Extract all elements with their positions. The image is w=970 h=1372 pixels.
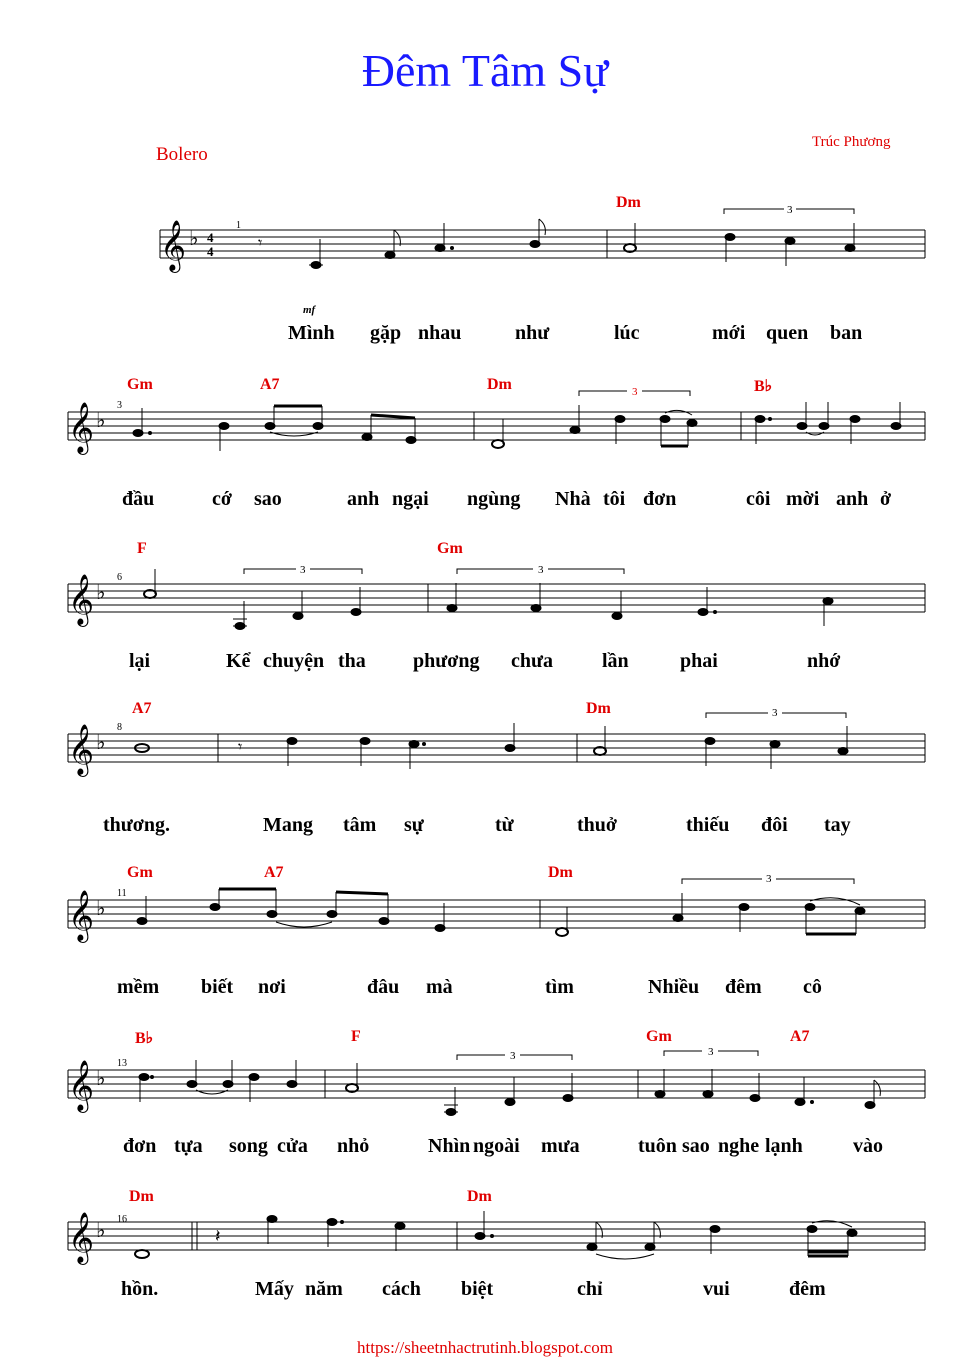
- lyric-syllable: tuôn: [638, 1135, 677, 1157]
- footer-url[interactable]: https://sheetnhactrutinh.blogspot.com: [357, 1338, 613, 1357]
- lyric-syllable: đêm: [789, 1278, 826, 1300]
- lyric-syllable: thiếu: [686, 814, 730, 836]
- lyric-syllable: năm: [305, 1278, 343, 1300]
- measure-number: 16: [117, 1214, 127, 1225]
- lyric-syllable: tựa: [174, 1135, 203, 1157]
- lyric-syllable: Mang: [263, 814, 313, 836]
- chord-symbol: Gm: [127, 376, 153, 393]
- lyric-syllable: Mình: [288, 322, 335, 344]
- lyric-syllable: đôi: [761, 814, 788, 836]
- triplet-label: 3: [708, 1046, 714, 1058]
- lyric-syllable: như: [515, 322, 550, 344]
- chord-symbol: Gm: [437, 540, 463, 557]
- lyric-syllable: nghe: [718, 1135, 760, 1157]
- lyric-syllable: từ: [495, 814, 514, 836]
- chord-symbol: Gm: [646, 1028, 672, 1045]
- music-staff: [0, 1184, 970, 1284]
- lyric-syllable: anh: [836, 488, 869, 510]
- treble-clef-icon: 𝄞: [68, 890, 95, 941]
- lyric-syllable: cách: [382, 1278, 421, 1300]
- chord-symbol: Gm: [127, 864, 153, 881]
- lyric-syllable: phai: [680, 650, 718, 672]
- lyric-syllable: Nhìn: [428, 1135, 471, 1157]
- lyric-syllable: sao: [682, 1135, 710, 1157]
- staff-system-6: [0, 1022, 970, 1172]
- lyric-syllable: chuyện: [263, 650, 325, 672]
- lyric-syllable: biệt: [461, 1278, 494, 1300]
- measure-number: 11: [117, 888, 127, 899]
- lyric-syllable: tìm: [545, 976, 574, 998]
- triplet-label: 3: [538, 564, 544, 576]
- music-staff: [0, 190, 970, 300]
- treble-clef-icon: 𝄞: [68, 402, 95, 453]
- staff-system-4: [0, 696, 970, 846]
- triplet-label: 3: [772, 707, 778, 719]
- treble-clef-icon: 𝄞: [68, 574, 95, 625]
- chord-symbol: A7: [790, 1028, 810, 1045]
- chord-symbol: Dm: [548, 864, 573, 881]
- lyric-syllable: nhỏ: [337, 1135, 370, 1157]
- lyric-syllable: cớ: [212, 488, 232, 510]
- lyric-syllable: đâu: [367, 976, 400, 998]
- svg-text:𝄾: 𝄾: [258, 233, 263, 252]
- lyric-syllable: sự: [404, 814, 424, 836]
- svg-text:𝄽: 𝄽: [215, 1226, 221, 1247]
- lyric-syllable: tay: [824, 814, 851, 836]
- svg-text:4: 4: [207, 244, 214, 259]
- triplet-label: 3: [632, 386, 638, 398]
- lyric-syllable: tâm: [343, 814, 377, 836]
- chord-symbol: Dm: [129, 1188, 154, 1205]
- lyric-syllable: vào: [853, 1135, 883, 1157]
- lyric-syllable: nhau: [418, 322, 462, 344]
- measure-number: 8: [117, 722, 122, 733]
- lyric-syllable: Nhà: [555, 488, 591, 510]
- lyric-syllable: ngại: [392, 488, 429, 510]
- chord-symbol: Dm: [487, 376, 512, 393]
- lyric-syllable: đơn: [643, 488, 677, 510]
- staff-system-1: [0, 190, 970, 350]
- chord-symbol: F: [351, 1028, 361, 1045]
- lyric-syllable: lần: [602, 650, 629, 672]
- lyric-syllable: cô: [803, 976, 822, 998]
- chord-symbol: A7: [264, 864, 284, 881]
- svg-text:♭: ♭: [96, 896, 106, 920]
- lyric-syllable: nơi: [258, 976, 286, 998]
- lyric-syllable: mời: [786, 488, 820, 510]
- lyric-syllable: mưa: [541, 1135, 580, 1157]
- triplet-label: 3: [510, 1050, 516, 1062]
- music-staff: [0, 372, 970, 482]
- music-staff: [0, 536, 970, 646]
- lyric-syllable: thuở: [577, 814, 617, 836]
- lyric-syllable: ở: [880, 488, 892, 510]
- measure-number: 13: [117, 1058, 127, 1069]
- chord-symbol: B♭: [135, 1030, 154, 1047]
- composer-name: Trúc Phương: [812, 134, 891, 150]
- staff-system-2: [0, 372, 970, 522]
- staff-system-7: [0, 1184, 970, 1334]
- music-staff: [0, 696, 970, 806]
- lyric-syllable: mới: [712, 322, 746, 344]
- lyric-syllable: tha: [338, 650, 366, 672]
- chord-symbol: Dm: [616, 194, 641, 211]
- treble-clef-icon: 𝄞: [160, 220, 187, 271]
- staff-system-5: [0, 860, 970, 1010]
- lyric-syllable: ban: [830, 322, 863, 344]
- chord-symbol: B♭: [754, 378, 773, 395]
- lyric-syllable: phương: [413, 650, 480, 672]
- music-staff: [0, 860, 970, 970]
- svg-text:♭: ♭: [96, 408, 106, 432]
- measure-number: 6: [117, 572, 122, 583]
- svg-text:♭: ♭: [96, 580, 106, 604]
- lyric-syllable: nhớ: [807, 650, 841, 672]
- chord-symbol: Dm: [586, 700, 611, 717]
- svg-text:𝄾: 𝄾: [238, 737, 243, 756]
- music-staff: [0, 1022, 970, 1132]
- lyric-syllable: thương.: [103, 814, 170, 836]
- treble-clef-icon: 𝄞: [68, 1212, 95, 1263]
- chord-symbol: A7: [132, 700, 152, 717]
- measure-number: 3: [117, 400, 122, 411]
- chord-symbol: Dm: [467, 1188, 492, 1205]
- lyric-syllable: sao: [254, 488, 282, 510]
- treble-clef-icon: 𝄞: [68, 724, 95, 775]
- lyric-syllable: chỉ: [577, 1278, 603, 1300]
- lyric-syllable: Kể: [226, 650, 251, 672]
- lyric-syllable: đêm: [725, 976, 762, 998]
- lyric-syllable: ngoài: [473, 1135, 520, 1157]
- triplet-label: 3: [300, 564, 306, 576]
- chord-symbol: A7: [260, 376, 280, 393]
- lyric-syllable: Mấy: [255, 1278, 294, 1300]
- measure-number: 1: [236, 220, 241, 231]
- lyric-syllable: đầu: [122, 488, 155, 510]
- triplet-label: 3: [766, 873, 772, 885]
- lyric-syllable: đơn: [123, 1135, 157, 1157]
- svg-text:4: 4: [207, 230, 214, 245]
- lyric-syllable: quen: [766, 322, 809, 344]
- lyric-syllable: lại: [129, 650, 151, 672]
- dynamic-marking: mf: [303, 304, 316, 316]
- triplet-label: 3: [787, 204, 793, 216]
- lyric-syllable: ngùng: [467, 488, 521, 510]
- lyric-syllable: vui: [703, 1278, 730, 1300]
- svg-text:♭: ♭: [96, 730, 106, 754]
- lyric-syllable: mà: [426, 976, 453, 998]
- lyric-syllable: lạnh: [765, 1135, 803, 1157]
- svg-text:♭: ♭: [189, 226, 199, 250]
- lyric-syllable: anh: [347, 488, 380, 510]
- lyric-syllable: tôi: [603, 488, 626, 510]
- style-label: Bolero: [156, 144, 208, 165]
- lyric-syllable: mềm: [117, 976, 160, 998]
- lyric-syllable: cửa: [277, 1135, 308, 1157]
- lyric-syllable: hồn.: [121, 1278, 159, 1300]
- lyric-syllable: gặp: [370, 322, 402, 344]
- lyric-syllable: lúc: [614, 322, 640, 344]
- staff-system-3: [0, 536, 970, 686]
- chord-symbol: F: [137, 540, 147, 557]
- lyric-syllable: biết: [201, 976, 234, 998]
- svg-text:♭: ♭: [96, 1066, 106, 1090]
- lyric-syllable: chưa: [511, 650, 554, 672]
- lyric-syllable: song: [229, 1135, 268, 1157]
- treble-clef-icon: 𝄞: [68, 1060, 95, 1111]
- svg-text:♭: ♭: [96, 1218, 106, 1242]
- lyric-syllable: Nhiều: [648, 976, 700, 998]
- song-title: Đêm Tâm Sự: [361, 45, 609, 96]
- lyric-syllable: côi: [746, 488, 771, 510]
